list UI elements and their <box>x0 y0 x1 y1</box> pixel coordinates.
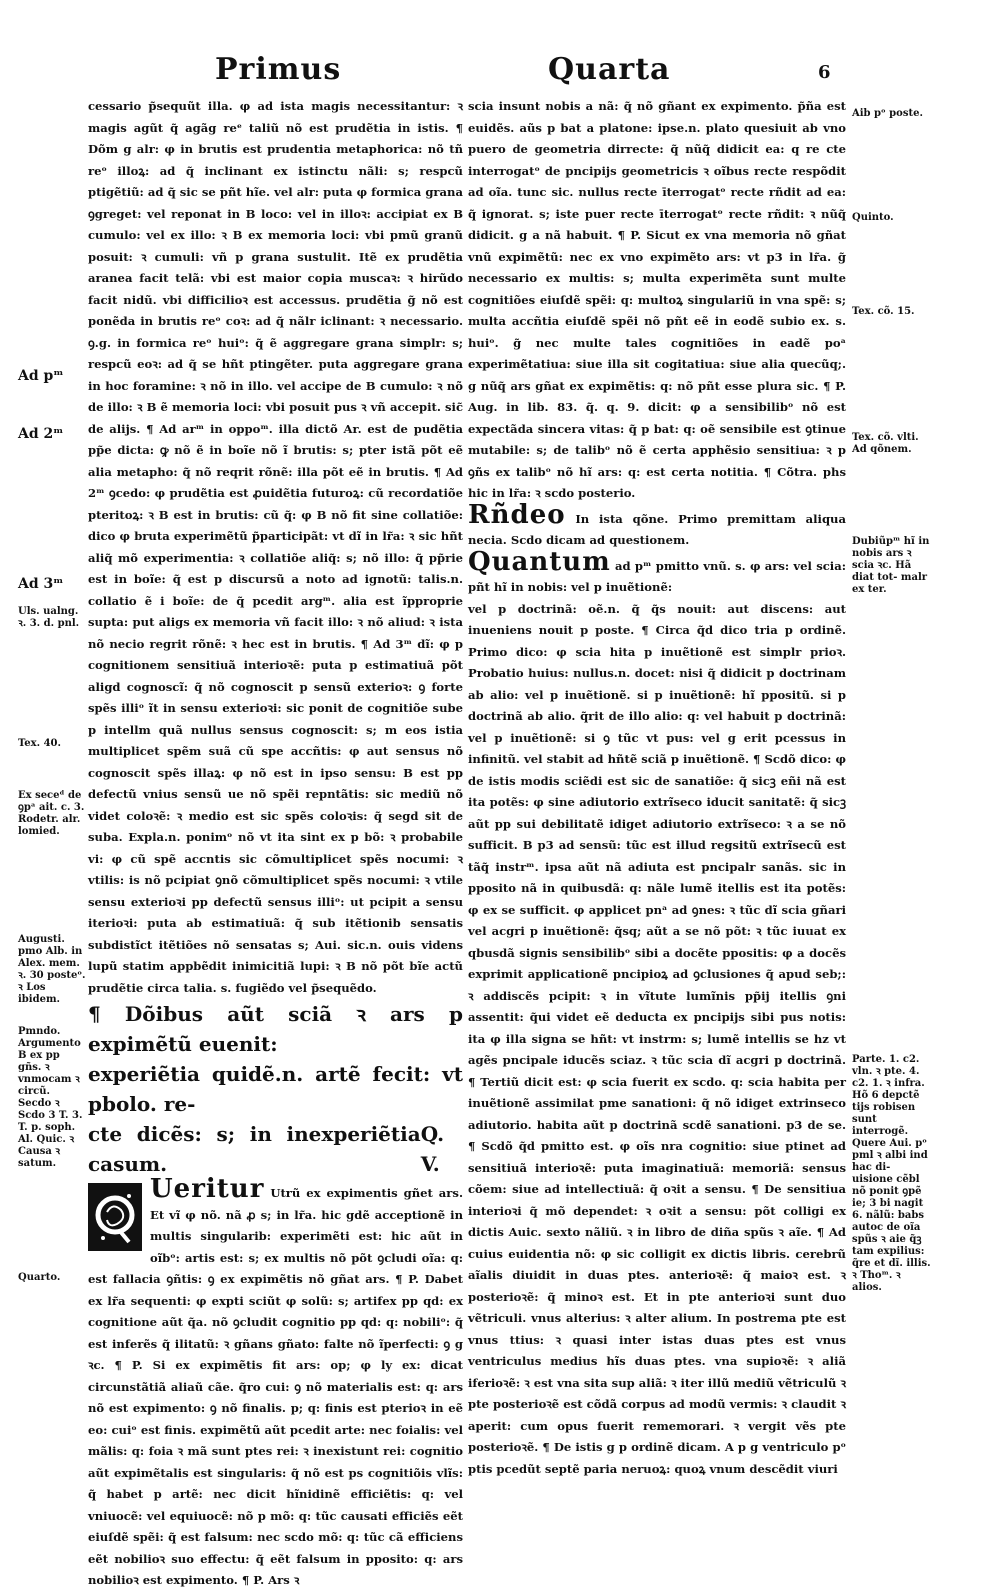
margin-note-right: Quinto. <box>852 212 894 223</box>
folio-number: 6 <box>818 62 831 83</box>
margin-note-left: Ad pᵐ <box>18 368 64 384</box>
margin-note-left: Ex seceᵈ de ꝯpᵃ ait. c. 3. Rodetr. alr. lomied. <box>18 790 85 837</box>
margin-note-right: Dubiũpᵐ hĩ in nobis ars ꝛ scia ꝛc. Hã diat tot- malr ex ter. <box>852 536 930 595</box>
right-text-column <box>468 96 846 1476</box>
quaestio-text: Utrũ ex expimentis gñet ars. Et vĩ φ nõ. nã ꝓ s; in lr̃a. hic gdẽ acceptionẽ in multis singularib: experimẽti est: hic aũt in oĩbᵒ: artis est: s; ex multis nõ põt ꝯcludi oĩa: q: est fallacia ꝯñtis: ꝯ ex expimẽtis nõ gñat ars. ¶ P. Dabet ex lr̃a sequenti: φ expti sciũt φ solũ: s; artifex pp qd: ex cognitione aũt q̃a. nõ ꝯcludit cognitio pp qd: q: nobiliᵒ: q̃ est inferẽs q̃ ilitatũ: ꝛ gñans gñato: falte nõ ĩperfecti: ꝯ g ꝛc. ¶ P. Si ex expimẽtis fit ars: op; φ ly ex: dicat circunstãtiã aliaũ cãe. q̃ro cui: ꝯ nõ materialis est: q: ars nõ est expimento: ꝯ nõ finalis. p; q: finis est pterioꝛ in eẽ eo: cuiᵒ est finis. expimẽtũ aũt pcedit arte: nec foialis: vel mãlis: q: foia ꝛ mã sunt ptes rei: ꝛ inexistunt rei: cognitio aũt expimẽtalis est singularis: q̃ nõ est ps cognitiõis vlĩs: q̃ habet p artẽ: nec dicit hĩnidinẽ efficiẽtis: q: vel vniuocẽ: vel equiuocẽ: nõ p mõ: q: tũc causati efficiẽs eẽt eiuſdẽ spẽi: q̃ est falsum: nec scdo mõ: q: tũc cã efficiens eẽt nobilioꝛ suo effectu: q̃ eẽt falsum in pposito: q: ars nobilioꝛ est expimento. ¶ P. Ars ꝛ <box>88 1186 463 1587</box>
right-paragraph: scia insunt nobis a nã: q̃ nõ gñant ex expimento. p̃ña est euidẽs. aũs p bat a platone: ipse.n. plato quesiuit ab vno puero de geometria dirrecte: q̃ nũq̃ didicit ea: q re cte interrogatᵒ de pncipijs geometricis ꝛ oĩbus recte respõdit ad oĩa. tunc sic. nullus recte īterrogatᵒ recte rñdit ad ea: q̃ ignorat. s; iste puer recte īterrogatᵒ recte rñdit: ꝛ nũq̃ didicit. g a nã habuit. ¶ P. Sicut ex vna memoria nõ gñat vnũ expimẽtũ: nec ex vno expimẽto ars: vt p3 in lr̃a. g̃ necessario ex multis: s; multa experimẽta sunt multe cognitiões eiuſdẽ spẽi: q: multoꝝ singulariũ in vna spẽ: s; multa accñtia eiuſdẽ spẽi nõ pñt eẽ in eodẽ subio ex. s. huiᵒ. g̃ nec multe tales cognitiões in eadẽ poᵃ experimẽtatiua: siue illa sit cogitatiua: siue alia quecũq;. g nũq̃ ars gñat ex expimẽtis: q: nõ pñt esse plura sic. ¶ P. Aug. in lib. 83. q̃. q. 9. dicit: φ a sensibilibᵒ nõ est expectãda sincera vitas: q̃ p bat: q: oẽ sensibile est ꝯtinue mutabile: s; de talibᵒ nõ ẽ certa apphẽsio sensitiua: ꝛ p ꝯñs ex talibᵒ nõ hĩ ars: q: est certa notitia. ¶ Cõtra. phs hic in lr̃a: ꝛ scdo posterio. <box>468 99 846 500</box>
quantum-word: Quantum <box>468 546 611 577</box>
lemma-line-text: cte dicẽs: s; in inexperiẽtia casum. <box>88 1122 421 1176</box>
margin-note-left: Augusti. pmo Alb. in Alex. mem. ꝛ. 30 posteᵒ. ꝛ Los ibidem. <box>18 934 86 1005</box>
incipit-word: Ueritur <box>150 1174 265 1204</box>
quantum-paragraph <box>468 546 846 599</box>
respondeo-paragraph <box>468 499 846 552</box>
lemma-line: ¶ Dõibus aũt sciã ꝛ ars p expimẽtũ euenit: <box>88 1002 463 1056</box>
margin-note-right: Aib pᵒ poste. <box>852 108 923 119</box>
margin-note-right: Parte. 1. c2. vln. ꝛ pte. 4. c2. 1. ꝛ infra. Hõ 6 depctẽ tijs robisen sunt interrogẽ. Quere Aui. pᵒ pml ꝛ albi ind hac di- uisione cẽbl nõ ponit ꝯpẽ ie; 3 bi nagit 6. nãlũ: babs autoc de oĩa spũs ꝛ aie q̃ꝫ tam expilius: q̃re et dĩ. illis. ꝛ Thoᵐ. ꝛ alios. <box>852 1054 931 1293</box>
decorated-initial-q-icon <box>88 1183 142 1251</box>
margin-note-left: Ad 3ᵐ <box>18 576 64 592</box>
quaestio-marker: Q. V. <box>420 1122 445 1176</box>
running-head-right: Quarta <box>548 52 671 87</box>
running-head-left: Primus <box>215 52 342 87</box>
respondeo-word: Rñdeo <box>468 499 566 530</box>
margin-note-left: Ad 2ᵐ <box>18 426 64 442</box>
quaestio-block <box>88 1174 463 1592</box>
left-paragraph: cessario p̃sequũt illa. φ ad ista magis necessitantur: ꝛ magis agũt q̃ agãg reᵉ taliũ nõ est prudẽtia in istis. ¶ Dõm g alr: φ in brutis est prudentia metaphorica: nõ tñ reᵒ illoꝝ: ad q̃ inclinant ex istinctu nãli: s; respcũ ptigẽtiũ: ad q̃ sic se pñt hĩe. vel alr: puta φ formica grana ꝯgreget: vel reponat in B loco: vel in illoꝛ: accipiat ex B cumulo: vel ex illo: ꝛ B ex memoria loci: vbi pmũ granũ posuit: ꝛ cumuli: vñ p grana sustulit. Itẽ ex prudẽtia aranea facit telã: vbi est maior copia muscaꝛ: ꝛ hirũdo facit nidũ. vbi difficilioꝛ est accessus. prudẽtia g̃ nõ est ponẽda in brutis reᵒ coꝛ: ad q̃ nãlr iclinant: ꝛ necessario. ꝯ.g. in formica reᵒ huiᵒ: q̃ ẽ aggregare grana simplr: s; respcũ eoꝛ: ad q̃ se hñt ptingẽter. puta aggregare grana in hoc foramine: ꝛ nõ in illo. vel accipe de B cumulo: ꝛ nõ de illo: ꝛ B ẽ memoria loci: vbi posuit pus ꝛ vñ accepit. sic̃ de alijs. ¶ Ad arᵐ in oppoᵐ. illa dictõ Ar. est de pudẽtia pp̃e dicta: ꝙ nõ ẽ in boĩe nõ ĩ brutis: s; pter istã põt eẽ alia metapho: q̃ nõ reqrit rõnẽ: illa põt eẽ in brutis. ¶ Ad 2ᵐ ꝯcedo: φ prudẽtia est ꝓuidẽtia futuroꝝ: cũ recordatiõe pteritoꝝ: ꝛ B est in brutis: cũ q̃: φ B nõ fit sine collatiõe: dico φ bruta experimẽtũ p̃participãt: vt dĩ in lr̃a: ꝛ sic hñt aliq̃ mõ experimentia: ꝛ collatiõe aliq̃: s; nõ illo: q̃ pp̃rie est in boĩe: q̃ est p discursũ a noto ad ignotũ: talis.n. collatio ẽ i boĩe: de q̃ pcedit argᵐ. alia est ĩpproprie supta: put aligs ex memoria vñ facit illo: ꝛ nõ aliud: ꝛ ista nõ necio regrit rõnẽ: ꝛ hec est in brutis. ¶ Ad 3ᵐ dĩ: φ p cognitionem sensitiuã interioꝛẽ: puta p estimatiuã põt aligd cognoscĩ: q̃ nõ cognoscit p sensũ exterioꝛ: ꝯ forte spẽs illiᵒ ĩt in sensu exterioꝛi: sic ponit de cognitiõe sube p intellm quã nullus sensus cognoscit: s; m eos istia multiplicet spẽm suã cũ spe accñtis: φ aut sensus nõ cognoscit spẽs illaꝝ: φ nõ est in ipso sensu: B est pp defectũ vnius sensũ ue nõ spẽi repntãtis: sic mediũ nõ videt coloꝛẽ: ꝛ medio est sic spẽs coloꝛis: q̃ segd sit de suba. Expla.n. ponimᵒ nõ vt ita sint ex p bõ: ꝛ probabile vi: φ cũ spẽ accntis sic cõmultiplicet spẽs nocumi: ꝛ vtilis: is nõ pcipiat ꝯnõ cõmultiplicet spẽs nocumi: ꝛ vtile sensu exterioꝛi pp defectũ sensus illiᵒ: ut pcipit a sensu iterioꝛi: puta ab estimatiuã: q̃ sub itẽtionib sensatis subdistĩct itẽtiões nõ sensatas s; Aui. sic.n. ouis videns lupũ statim appbẽdit inimicitiã lupi: ꝛ B nõ põt bĩe actũ prudẽtie circa talia. s. fugiẽdo vel p̃sequẽdo. <box>88 99 463 995</box>
right-paragraph: vel p doctrinã: oẽ.n. q̃ q̃s nouit: aut discens: aut inueniens nouit p poste. ¶ Circa q̃d dico tria p ordinẽ. Primo dico: φ scia hita p inuẽtionẽ est simplr prioꝛ. Probatio huius: nullus.n. docet: nisi q̃ didicit p doctrinam ab alio: vel p inuẽtionẽ. si p inuẽtionẽ: hĩ ppositũ. si p doctrinã ab alio. q̃rit de illo alio: q: vel habuit p doctrinã: vel p inuẽtionẽ: si ꝯ tũc vt pus: vel g erit pcessus in infinitũ. vel stabit ad hñtẽ sciã p inuẽtionẽ. ¶ Scdõ dico: φ de istis modis sciẽdi est sic de sanatiõe: q̃ sicꝫ eñi nã est ita potẽs: φ sine adiutorio extrĩseco iducit sanitatẽ: q̃ sicꝫ aũt pp sui debilitatẽ idiget adiutorio extrĩseco: ꝛ a se nõ sufficit. B p3 ad sensũ: tũc est illud regsitũ extrĩsecũ est tãq̃ instrᵐ. ipsa aũt nã adiuta est pncipalr sanãs. sic in pposito nã in quibusdã: q: nãle lumẽ itellis est ita potẽs: φ ex se sufficit. φ applicet pnᵃ ad ꝯnes: ꝛ tũc dĩ scia gñari vel acgri p inuẽtionẽ: q̃sq; aũt a se nõ põt: ꝛ tũc iuuat ex qbusdã signis sensibilibᵒ sibi a docẽte ppositis: φ a docẽs exprimit applicationẽ pncipioꝝ ad ꝯclusiones q̃ apud seb;: ꝛ addiscẽs pcipit: ꝛ in vĩtute lumĩnis pp̃ij itellis ꝯni assentit: q̃ui videt eẽ deducta ex pncipijs sibi pus notis: ita φ illa signa se hñt: vt instrm: s; lumẽ intellis se hz vt agẽs pncipale iducẽs sciaz. ꝛ tũc scia dĩ acgri p doctrinã. ¶ Tertiũ dicit est: φ scia fuerit ex scdo. q: scia habita per inuẽtionẽ assimilat pme sanationi: q̃ nõ idiget extrinseco adiutorio. habita aũt p doctrinã scdẽ sanationi. p3 de se. ¶ Scdõ q̃d pmitto est. φ oĩs nra cognitio: siue ptinet ad sensitiuã interioꝛẽ: puta imaginatiuã: memoriã: sensus cõem: siue ad intellectiuã: q̃ oꝛit a sensu. ¶ De sensitiua interioꝛi q̃ mõ dependet: ꝛ oꝛit a sensu: põt colligi ex dictis Auic. sexto nãliũ. ꝛ in libro de diña spũs ꝛ aĩe. ¶ Ad cuius euidentia nõ: φ sic colligit ex dictis libris. cerebrũ aĩalis diuidit in duas ptes. anterioꝛẽ: q̃ maioꝛ est. ꝛ posterioꝛẽ: q̃ minoꝛ est. Et in pte anterioꝛi sunt duo vẽtriculi. vnus alterius: ꝛ alter alium. In postrema pte est vnus ttius: ꝛ quasi inter istas duas ptes est vnus ventriculus medius hĩs duas ptes. vna supioꝛẽ: ꝛ aliã iferioꝛẽ: ꝛ est vna sita sup aliã: ꝛ iter illũ mediũ vẽtriculũ ꝛ pte posterioꝛẽ est cõdã corpus ad modũ vermis: ꝛ claudit ꝛ aperit: cum opus fuerit rememorari. ꝛ vergit vẽs pte posterioꝛẽ. ¶ De istis g p ordinẽ dicam. A p g ventriculo pᵒ ptis pcedũt septẽ paria neruoꝝ: quoꝝ vnum descẽdit viuri <box>468 601 846 1476</box>
respondeo-text: In ista qõne. Primo premittam aliqua necia. Scdo dicam ad questionem. <box>468 511 846 547</box>
margin-note-left: Quarto. <box>18 1272 61 1283</box>
lemma-line <box>88 1119 463 1179</box>
margin-note-right: Tex. cõ. 15. <box>852 306 915 317</box>
margin-note-left: Pmndo. Argumento B ex pp gñs. ꝛ vnmocam ꝛ circũ. Secdo ꝛ Scdo 3 T. 3. T. p. soph. Al. Quic. ꝛ Causa ꝛ satum. <box>18 1026 83 1169</box>
lemma-line: experiẽtia quidẽ.n. artẽ fecit: vt pbolo. re- <box>88 1062 463 1116</box>
left-text-column <box>88 96 463 1587</box>
margin-note-right: Tex. cõ. vlti. Ad qõnem. <box>852 432 919 455</box>
margin-note-left: Uls. ualng. ꝛ. 3. d. pnl. <box>18 606 80 629</box>
quantum-text: ad pᵐ pmitto vnũ. s. φ ars: vel scia: pñt hĩ in nobis: vel p inuẽtionẽ: <box>468 558 846 594</box>
margin-note-left: Tex. 40. <box>18 738 61 749</box>
